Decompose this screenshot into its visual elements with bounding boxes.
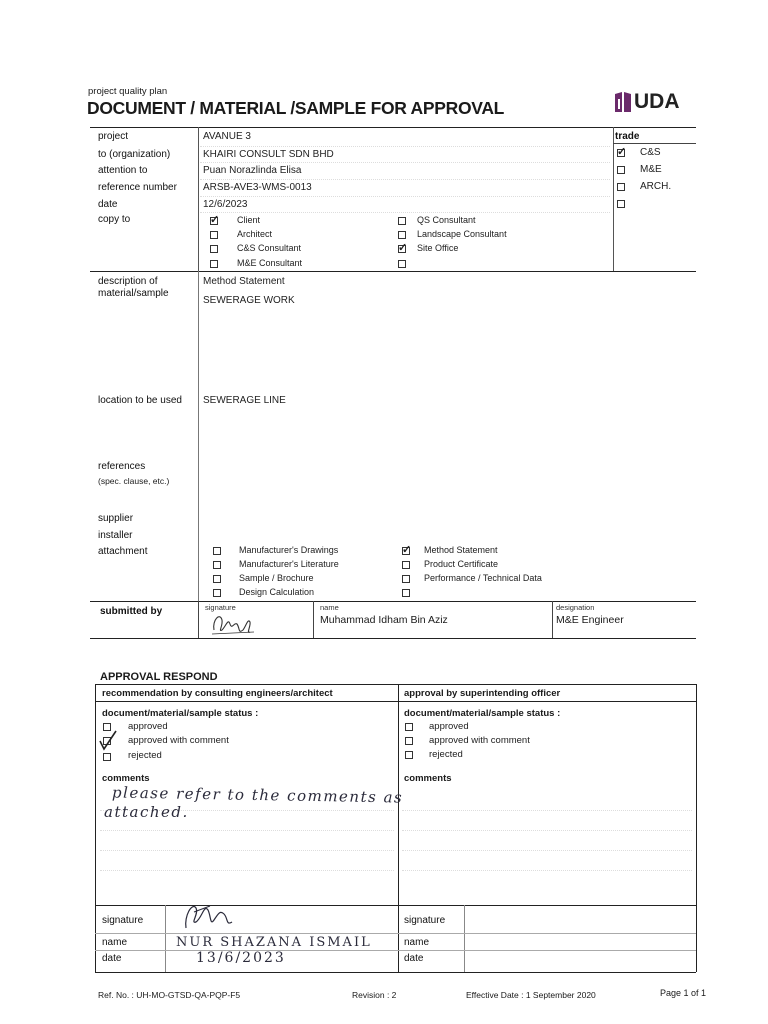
trade-me-label: M&E [640, 164, 662, 175]
location-value: SEWERAGE LINE [203, 395, 286, 406]
left-name-label: name [102, 937, 128, 948]
uda-logo-icon [614, 91, 632, 113]
approval-right-header: approval by superintending officer [404, 688, 561, 699]
right-approved-checkbox[interactable] [405, 723, 413, 731]
attach-design-calc-checkbox[interactable] [213, 589, 221, 597]
right-status-label: document/material/sample status : [404, 708, 561, 719]
left-comment-line1: please refer to the comments as [111, 783, 404, 807]
attach-literature-label: Manufacturer's Literature [239, 559, 339, 569]
logo-text: UDA [634, 90, 680, 113]
copy-qs-consultant-checkbox[interactable] [398, 217, 406, 225]
uda-logo [614, 90, 680, 118]
right-approved-label: approved [429, 721, 469, 732]
copy-other-checkbox[interactable] [398, 260, 406, 268]
submitted-signature-label: signature [205, 603, 236, 612]
copy-site-office-label: Site Office [417, 243, 459, 253]
right-comments-label: comments [404, 773, 452, 784]
attach-performance-label: Performance / Technical Data [424, 573, 542, 583]
right-rejected-checkbox[interactable] [405, 751, 413, 759]
left-approved-with-comment-checkmark [98, 729, 118, 751]
reference-label: reference number [98, 182, 177, 193]
left-approved-label: approved [128, 721, 168, 732]
trade-label: trade [615, 131, 640, 142]
attach-other-checkbox[interactable] [402, 589, 410, 597]
form-title: DOCUMENT / MATERIAL /SAMPLE FOR APPROVAL [87, 98, 505, 118]
submitted-name-value: Muhammad Idham Bin Aziz [320, 614, 448, 626]
submitted-designation-label: designation [556, 603, 595, 612]
to-label: to (organization) [98, 149, 171, 160]
right-approved-with-comment-label: approved with comment [429, 735, 530, 746]
submitted-name-label: name [320, 603, 339, 612]
approval-section-title: APPROVAL RESPOND [100, 671, 218, 683]
description-label-line2: material/sample [98, 288, 169, 299]
footer-revision: Revision : 2 [352, 990, 397, 1000]
to-value: KHAIRI CONSULT SDN BHD [203, 149, 334, 160]
left-date-value: 13/6/2023 [196, 950, 286, 966]
submitted-by-label: submitted by [100, 606, 163, 617]
attach-design-calc-label: Design Calculation [239, 587, 315, 597]
date-value: 12/6/2023 [203, 199, 248, 210]
left-signature [180, 898, 240, 934]
copy-client-label: Client [237, 215, 261, 225]
left-approved-with-comment-label: approved with comment [128, 735, 229, 746]
attach-method-checkbox[interactable] [402, 547, 410, 555]
date-label: date [98, 199, 118, 210]
copy-client-checkbox[interactable] [210, 217, 218, 225]
copy-qs-consultant-label: QS Consultant [417, 215, 476, 225]
references-sub-label: (spec. clause, etc.) [98, 476, 170, 486]
attach-method-label: Method Statement [424, 545, 498, 555]
footer-effective-date: Effective Date : 1 September 2020 [466, 990, 596, 1000]
references-label: references [98, 461, 146, 472]
attention-value: Puan Norazlinda Elisa [203, 165, 302, 176]
right-signature-label: signature [404, 915, 446, 926]
left-comment-line2: attached. [104, 803, 189, 821]
copy-architect-checkbox[interactable] [210, 231, 218, 239]
trade-arch-checkbox[interactable] [617, 183, 625, 191]
installer-label: installer [98, 530, 133, 541]
attach-literature-checkbox[interactable] [213, 561, 221, 569]
left-name-value: NUR SHAZANA ISMAIL [176, 935, 372, 950]
copy-me-consultant-checkbox[interactable] [210, 260, 218, 268]
location-label: location to be used [98, 395, 182, 406]
right-rejected-label: rejected [429, 749, 463, 760]
submitted-signature [210, 610, 260, 638]
submitted-designation-value: M&E Engineer [556, 614, 624, 626]
footer-ref: Ref. No. : UH-MO-GTSD-QA-PQP-F5 [98, 990, 241, 1000]
left-rejected-checkbox[interactable] [103, 753, 111, 761]
copy-to-label: copy to [98, 214, 131, 225]
copy-me-consultant-label: M&E Consultant [237, 258, 303, 268]
left-signature-label: signature [102, 915, 144, 926]
attach-sample-checkbox[interactable] [213, 575, 221, 583]
left-rejected-label: rejected [128, 750, 162, 761]
attach-certificate-checkbox[interactable] [402, 561, 410, 569]
project-value: AVANUE 3 [203, 131, 251, 142]
attach-drawings-label: Manufacturer's Drawings [239, 545, 339, 555]
right-approved-with-comment-checkbox[interactable] [405, 737, 413, 745]
copy-cs-consultant-label: C&S Consultant [237, 243, 302, 253]
supplier-label: supplier [98, 513, 134, 524]
trade-cs-label: C&S [640, 147, 661, 158]
left-comments-label: comments [102, 773, 150, 784]
footer-page: Page 1 of 1 [660, 988, 707, 998]
project-label: project [98, 131, 129, 142]
approval-left-header: recommendation by consulting engineers/architect [102, 688, 333, 699]
description-value-line2: SEWERAGE WORK [203, 295, 295, 306]
left-date-label: date [102, 953, 122, 964]
trade-arch-label: ARCH. [640, 181, 672, 192]
trade-cs-checkbox[interactable] [617, 149, 625, 157]
attach-drawings-checkbox[interactable] [213, 547, 221, 555]
copy-cs-consultant-checkbox[interactable] [210, 245, 218, 253]
copy-site-office-checkbox[interactable] [398, 245, 406, 253]
right-date-label: date [404, 953, 424, 964]
description-value-line1: Method Statement [203, 276, 285, 287]
trade-other-checkbox[interactable] [617, 200, 625, 208]
left-status-label: document/material/sample status : [102, 708, 259, 719]
attention-label: attention to [98, 165, 148, 176]
copy-landscape-checkbox[interactable] [398, 231, 406, 239]
copy-architect-label: Architect [237, 229, 273, 239]
trade-me-checkbox[interactable] [617, 166, 625, 174]
copy-landscape-label: Landscape Consultant [417, 229, 507, 239]
form-subtitle: project quality plan [88, 86, 168, 97]
description-label-line1: description of [98, 276, 158, 287]
reference-value: ARSB-AVE3-WMS-0013 [203, 182, 312, 193]
right-name-label: name [404, 937, 430, 948]
attach-certificate-label: Product Certificate [424, 559, 499, 569]
attach-sample-label: Sample / Brochure [239, 573, 314, 583]
attachment-label: attachment [98, 546, 148, 557]
attach-performance-checkbox[interactable] [402, 575, 410, 583]
